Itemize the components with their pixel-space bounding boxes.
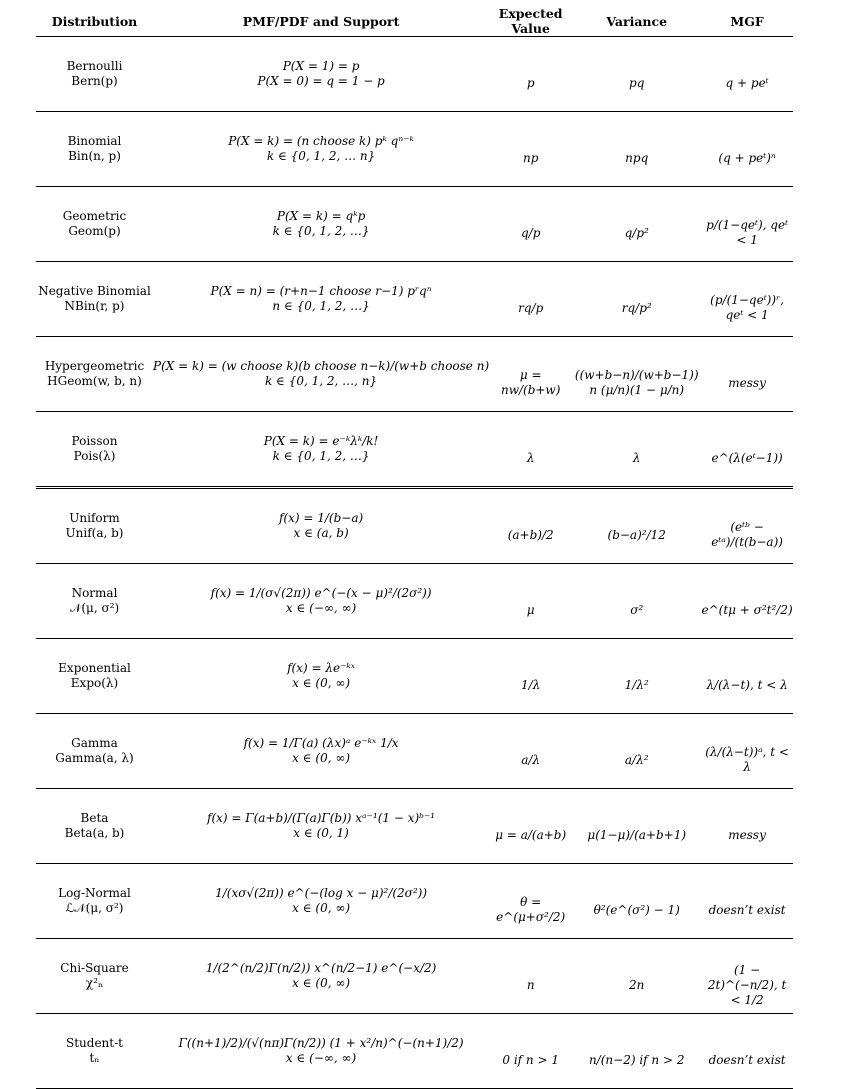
- distribution-notation: Bin(n, p): [68, 149, 121, 163]
- distribution-cell: [36, 37, 153, 112]
- mean-cell: [489, 714, 572, 789]
- mgf-value: doesn’t exist: [708, 1052, 786, 1067]
- pdf-cell: [153, 1014, 489, 1089]
- pdf-cell: [153, 37, 489, 112]
- table-row: [36, 112, 793, 187]
- distribution-cell: [36, 939, 153, 1014]
- distribution-name: Gamma: [71, 736, 118, 750]
- table-row: [36, 714, 793, 789]
- variance-value: σ²: [630, 602, 644, 617]
- distribution-notation: Beta(a, b): [64, 826, 125, 840]
- pdf-formula: P(X = 1) = p: [282, 59, 360, 73]
- distribution-cell: [36, 412, 153, 488]
- distribution-cell: [36, 714, 153, 789]
- pdf-formula: f(x) = 1/(b−a): [278, 511, 364, 525]
- distribution-cell: [36, 187, 153, 262]
- mean-cell: [489, 112, 572, 187]
- distribution-name: Hypergeometric: [44, 359, 145, 373]
- pdf-formula: 1/(xσ√(2π)) e^(−(log x − μ)²/(2σ²)): [215, 886, 428, 900]
- mean-value: μ = a/(a+b): [495, 827, 567, 842]
- mgf-cell: [701, 262, 793, 337]
- mean-cell: [489, 789, 572, 864]
- header-expected-value: Expected Value: [489, 6, 572, 37]
- distribution-cell: [36, 789, 153, 864]
- table-row: [36, 187, 793, 262]
- table-row: [36, 1014, 793, 1089]
- pdf-cell: [153, 714, 489, 789]
- table-body: [36, 37, 793, 1089]
- mgf-value: p/(1−qeᵗ), qeᵗ < 1: [706, 218, 789, 247]
- distribution-notation: 𝒩(μ, σ²): [69, 601, 120, 615]
- distribution-notation: χ²ₙ: [85, 976, 104, 990]
- distribution-cell: [36, 864, 153, 939]
- mgf-cell: [701, 639, 793, 714]
- variance-cell: [572, 564, 701, 639]
- variance-value: n/(n−2) if n > 2: [588, 1052, 685, 1067]
- variance-value: rq/p²: [621, 300, 652, 315]
- mean-cell: [489, 412, 572, 488]
- variance-cell: [572, 639, 701, 714]
- mgf-value: (1 − 2t)^(−n/2), t < 1/2: [707, 962, 787, 1007]
- variance-cell: [572, 412, 701, 488]
- mgf-value: (λ/(λ−t))ᵃ, t < λ: [705, 745, 789, 774]
- distribution-notation: HGeom(w, b, n): [47, 374, 142, 388]
- mean-value: p: [526, 75, 535, 90]
- mean-cell: [489, 1014, 572, 1089]
- mgf-value: messy: [728, 375, 766, 390]
- table-row: [36, 337, 793, 412]
- support: x ∈ (0, ∞): [292, 676, 351, 690]
- distribution-notation: Pois(λ): [73, 449, 116, 463]
- pdf-formula: f(x) = 1/Γ(a) (λx)ᵃ e⁻ᵏˣ 1/x: [243, 736, 399, 750]
- variance-value: μ(1−μ)/(a+b+1): [587, 827, 687, 842]
- distribution-name: Bernoulli: [66, 59, 123, 73]
- distribution-name: Geometric: [62, 209, 127, 223]
- pdf-cell: [153, 564, 489, 639]
- pdf-cell: [153, 412, 489, 488]
- mgf-cell: [701, 564, 793, 639]
- mean-cell: [489, 37, 572, 112]
- variance-cell: [572, 37, 701, 112]
- pdf-cell: [153, 639, 489, 714]
- distribution-name: Uniform: [69, 511, 120, 525]
- pdf-formula: f(x) = λe⁻ᵏˣ: [287, 661, 356, 675]
- mean-cell: [489, 262, 572, 337]
- support: k ∈ {0, 1, 2, …}: [272, 449, 370, 463]
- variance-cell: [572, 1014, 701, 1089]
- table-row: [36, 262, 793, 337]
- variance-cell: [572, 187, 701, 262]
- pdf-cell: [153, 864, 489, 939]
- pdf-cell: [153, 112, 489, 187]
- variance-value: npq: [625, 150, 649, 165]
- variance-cell: [572, 337, 701, 412]
- mean-value: np: [522, 150, 539, 165]
- pdf-cell: [153, 939, 489, 1014]
- support: x ∈ (0, ∞): [292, 751, 351, 765]
- variance-value: θ²(e^(σ²) − 1): [593, 902, 680, 917]
- distribution-notation: Unif(a, b): [65, 526, 124, 540]
- mgf-cell: [701, 37, 793, 112]
- pdf-cell: [153, 187, 489, 262]
- pdf-formula: P(X = k) = e⁻ᵏλᵏ/k!: [263, 434, 379, 448]
- table-row: [36, 939, 793, 1014]
- mean-cell: [489, 337, 572, 412]
- pdf-formula: P(X = k) = (n choose k) pᵏ qⁿ⁻ᵏ: [228, 134, 414, 148]
- mean-value: (a+b)/2: [507, 527, 554, 542]
- mean-cell: [489, 939, 572, 1014]
- variance-value: q/p²: [624, 225, 649, 240]
- pdf-cell: [153, 337, 489, 412]
- variance-value: λ: [632, 450, 641, 465]
- mgf-value: (q + peᵗ)ⁿ: [718, 150, 776, 165]
- mgf-value: q + peᵗ: [725, 75, 769, 90]
- pdf-formula: f(x) = 1/(σ√(2π)) e^(−(x − μ)²/(2σ²)): [210, 586, 432, 600]
- mgf-cell: [701, 412, 793, 488]
- mgf-value: doesn’t exist: [708, 902, 786, 917]
- pdf-formula: 1/(2^(n/2)Γ(n/2)) x^(n/2−1) e^(−x/2): [205, 961, 437, 975]
- pdf-formula: P(X = k) = qᵏp: [276, 209, 366, 223]
- header-variance: Variance: [572, 6, 701, 37]
- mean-value: μ = nw/(b+w): [500, 368, 561, 397]
- mean-value: rq/p: [518, 300, 544, 315]
- pdf-cell: [153, 789, 489, 864]
- distribution-name: Student-t: [66, 1036, 123, 1050]
- mean-value: θ = e^(μ+σ²/2): [496, 895, 566, 924]
- mgf-cell: [701, 789, 793, 864]
- distribution-name: Negative Binomial: [38, 284, 151, 298]
- mgf-value: e^(tμ + σ²t²/2): [701, 602, 793, 617]
- distribution-cell: [36, 337, 153, 412]
- distribution-cell: [36, 564, 153, 639]
- variance-value: 2n: [629, 977, 645, 992]
- pdf-formula: Γ((n+1)/2)/(√(nπ)Γ(n/2)) (1 + x²/n)^(−(n+1)/2): [178, 1036, 464, 1050]
- mgf-cell: [701, 187, 793, 262]
- distribution-name: Beta: [80, 811, 109, 825]
- distribution-cell: [36, 112, 153, 187]
- distribution-name: Log-Normal: [58, 886, 131, 900]
- distribution-name: Chi-Square: [60, 961, 129, 975]
- variance-cell: [572, 789, 701, 864]
- variance-cell: [572, 864, 701, 939]
- distribution-notation: NBin(r, p): [64, 299, 125, 313]
- support: P(X = 0) = q = 1 − p: [257, 74, 385, 88]
- distribution-table: [36, 6, 793, 1089]
- mean-value: q/p: [520, 225, 541, 240]
- mean-cell: [489, 639, 572, 714]
- table-row: [36, 639, 793, 714]
- header-row: [36, 6, 793, 37]
- pdf-formula: P(X = n) = (r+n−1 choose r−1) pʳqⁿ: [210, 284, 432, 298]
- distribution-name: Normal: [71, 586, 118, 600]
- mgf-cell: [701, 337, 793, 412]
- header-mgf: MGF: [701, 6, 793, 37]
- variance-cell: [572, 939, 701, 1014]
- header-distribution: Distribution: [36, 6, 153, 37]
- distribution-cell: [36, 639, 153, 714]
- mean-cell: [489, 488, 572, 564]
- mgf-value: λ/(λ−t), t < λ: [706, 677, 788, 692]
- mgf-cell: [701, 112, 793, 187]
- header-pmf-pdf: PMF/PDF and Support: [153, 6, 489, 37]
- mean-cell: [489, 864, 572, 939]
- mgf-cell: [701, 714, 793, 789]
- pdf-formula: P(X = k) = (w choose k)(b choose n−k)/(w+b choose n): [153, 359, 490, 373]
- support: x ∈ (−∞, ∞): [285, 1051, 357, 1065]
- mean-value: μ: [526, 602, 535, 617]
- support: x ∈ (0, ∞): [292, 901, 351, 915]
- distribution-notation: tₙ: [89, 1051, 100, 1065]
- pdf-formula: f(x) = Γ(a+b)/(Γ(a)Γ(b)) xᵃ⁻¹(1 − x)ᵇ⁻¹: [207, 811, 436, 825]
- pdf-cell: [153, 262, 489, 337]
- variance-cell: [572, 262, 701, 337]
- mean-value: 1/λ: [521, 677, 541, 692]
- mgf-value: (p/(1−qeᵗ))ʳ, qeᵗ < 1: [710, 293, 785, 322]
- distribution-notation: Geom(p): [68, 224, 121, 238]
- support: k ∈ {0, 1, 2, … n}: [266, 149, 376, 163]
- distribution-notation: Expo(λ): [70, 676, 119, 690]
- distribution-name: Poisson: [71, 434, 118, 448]
- distribution-name: Binomial: [67, 134, 122, 148]
- distribution-cell: [36, 488, 153, 564]
- mean-value: a/λ: [521, 752, 541, 767]
- support: k ∈ {0, 1, 2, …, n}: [264, 374, 378, 388]
- mgf-cell: [701, 939, 793, 1014]
- variance-value: (b−a)²/12: [607, 527, 666, 542]
- table-row: [36, 789, 793, 864]
- support: x ∈ (a, b): [293, 526, 349, 540]
- variance-cell: [572, 714, 701, 789]
- distribution-cell: [36, 1014, 153, 1089]
- table-row: [36, 37, 793, 112]
- mgf-value: e^(λ(eᵗ−1)): [711, 450, 783, 465]
- distribution-notation: ℒ𝒩(μ, σ²): [65, 901, 124, 915]
- mean-cell: [489, 564, 572, 639]
- variance-value: pq: [629, 75, 645, 90]
- support: x ∈ (0, ∞): [292, 976, 351, 990]
- mean-cell: [489, 187, 572, 262]
- mgf-cell: [701, 864, 793, 939]
- distribution-cell: [36, 262, 153, 337]
- table-row: [36, 564, 793, 639]
- table-row: [36, 412, 793, 488]
- mgf-cell: [701, 1014, 793, 1089]
- support: x ∈ (0, 1): [293, 826, 349, 840]
- mgf-cell: [701, 488, 793, 564]
- pdf-cell: [153, 488, 489, 564]
- support: x ∈ (−∞, ∞): [285, 601, 357, 615]
- mgf-value: messy: [728, 827, 766, 842]
- mgf-value: (eᵗᵇ − eᵗᵃ)/(t(b−a)): [711, 520, 783, 549]
- distribution-name: Exponential: [58, 661, 131, 675]
- support: k ∈ {0, 1, 2, …}: [272, 224, 370, 238]
- table-row: [36, 488, 793, 564]
- mean-value: n: [526, 977, 535, 992]
- mean-value: λ: [526, 450, 535, 465]
- variance-value: a/λ²: [624, 752, 649, 767]
- variance-value: 1/λ²: [624, 677, 649, 692]
- mean-value: 0 if n > 1: [502, 1052, 559, 1067]
- table-row: [36, 864, 793, 939]
- support: n ∈ {0, 1, 2, …}: [272, 299, 370, 313]
- distribution-notation: Gamma(a, λ): [55, 751, 134, 765]
- variance-cell: [572, 488, 701, 564]
- variance-value: ((w+b−n)/(w+b−1)) n (μ/n)(1 − μ/n): [574, 368, 699, 397]
- variance-cell: [572, 112, 701, 187]
- distribution-notation: Bern(p): [71, 74, 118, 88]
